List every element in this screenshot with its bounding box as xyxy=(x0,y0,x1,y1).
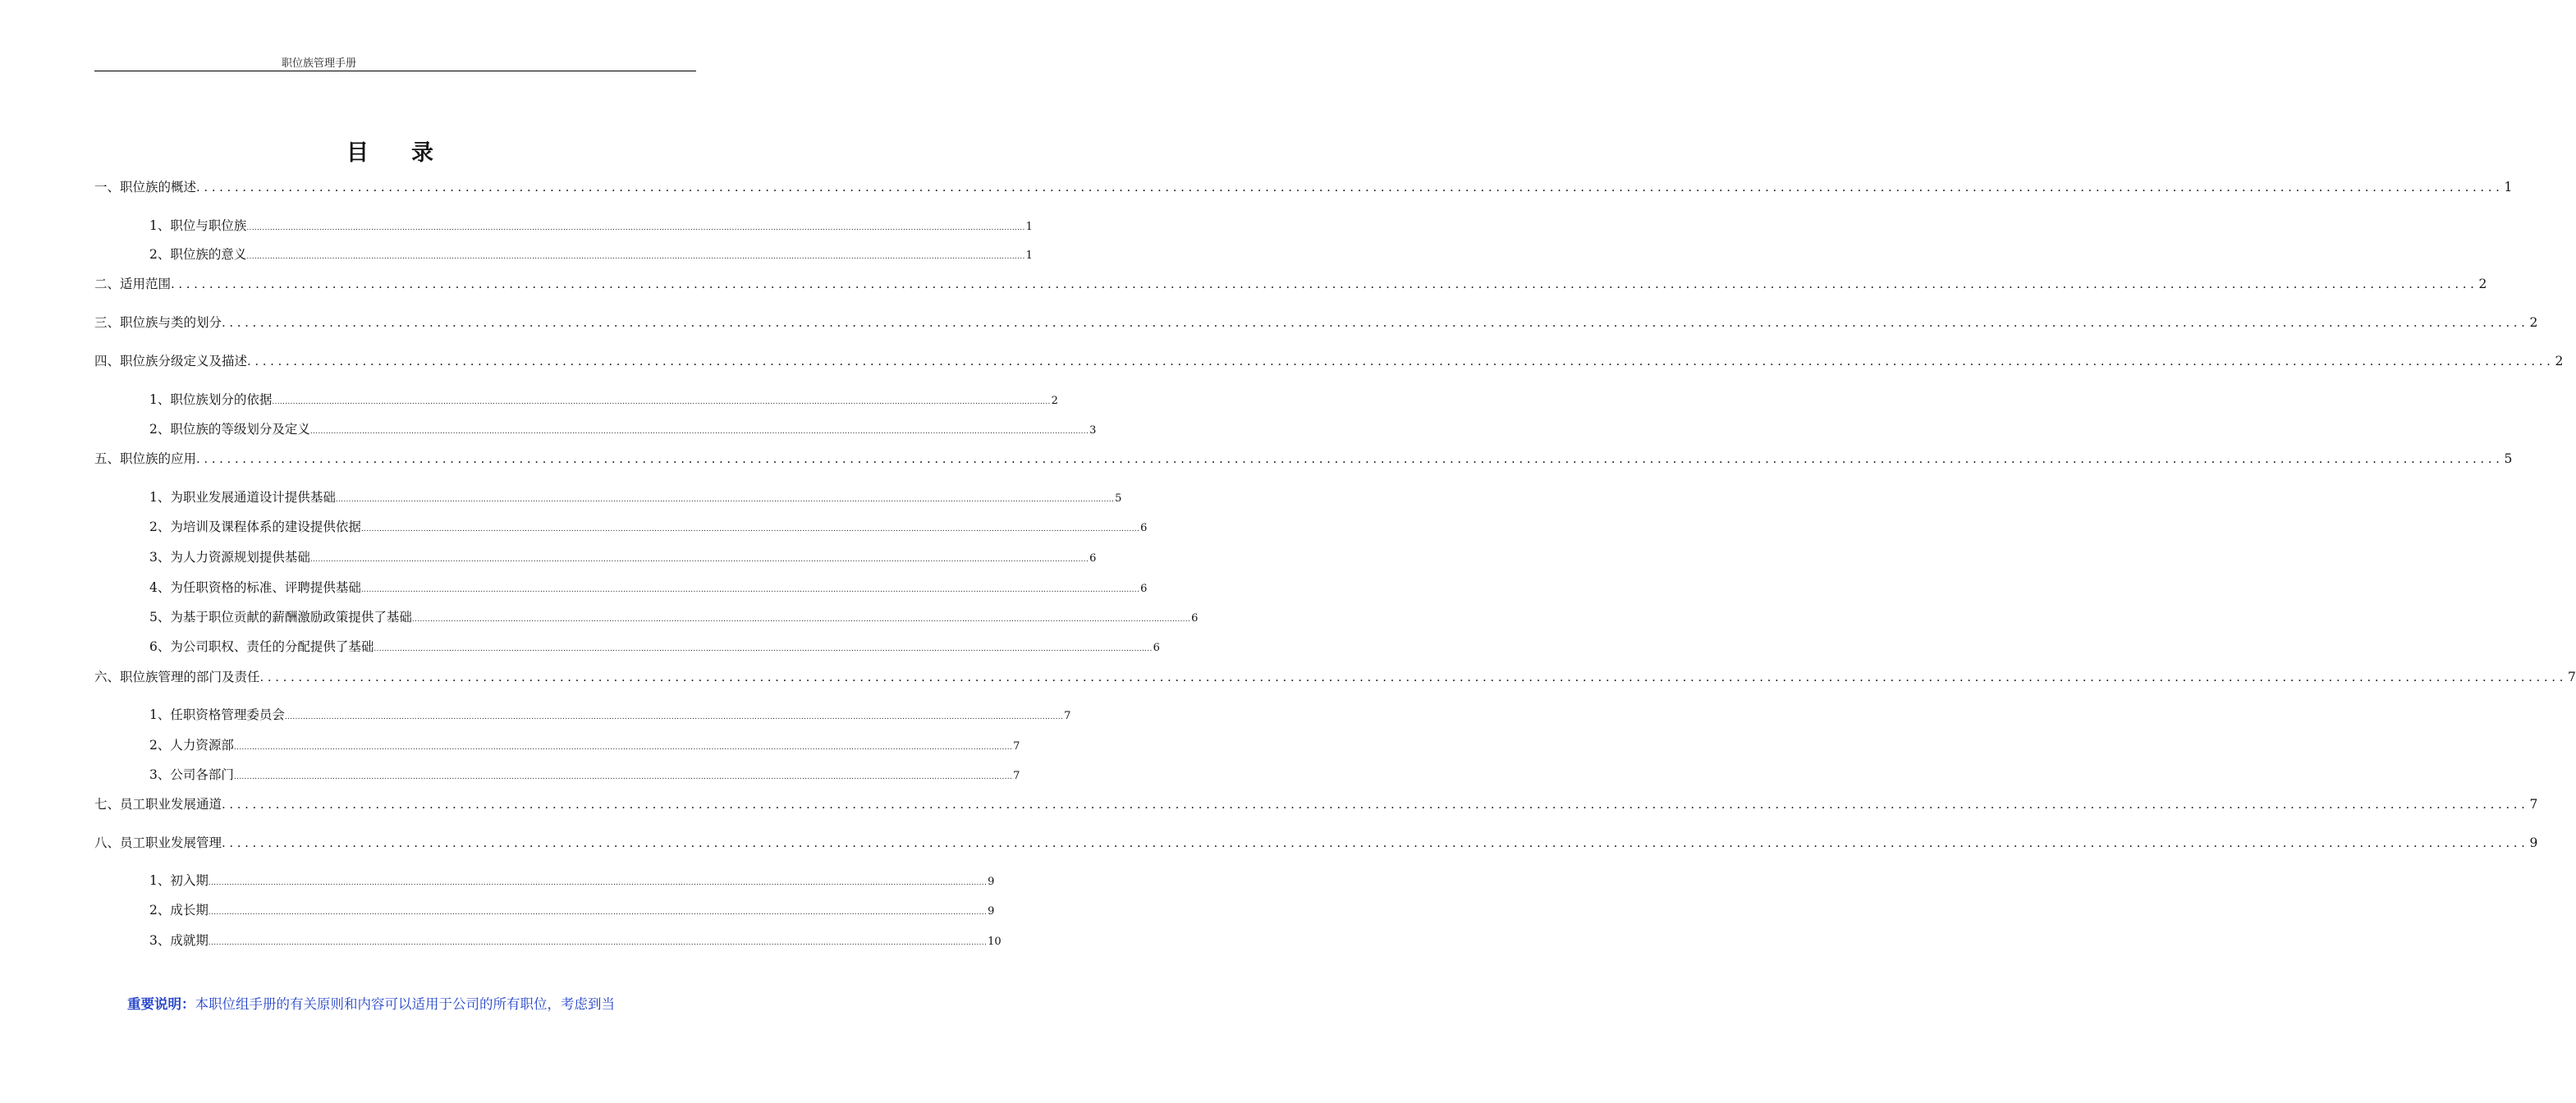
toc-entry-label: 一、职位族的概述 xyxy=(94,180,197,195)
toc-dot-leader: ............................................................................................................................................................................................................................................................................................................ xyxy=(171,277,2478,291)
toc-dot-leader: ............................................................................................................................................................................................................................................................................................................ xyxy=(272,398,1051,406)
toc-section-entry[interactable] xyxy=(94,351,2564,371)
toc-entry-page-number: 7 xyxy=(2567,670,2576,684)
toc-subsection-entry[interactable] xyxy=(149,216,1033,236)
toc-entry-page-number: 6 xyxy=(1153,642,1160,654)
toc-section-entry[interactable] xyxy=(94,313,2538,332)
toc-entry-label: 2、成长期 xyxy=(149,903,209,918)
toc-entry-page-number: 1 xyxy=(2504,180,2513,195)
toc-dot-leader: ............................................................................................................................................................................................................................................................................................................ xyxy=(222,315,2529,330)
toc-subsection-entry[interactable] xyxy=(149,765,1020,785)
toc-dot-leader: ............................................................................................................................................................................................................................................................................................................ xyxy=(411,616,1191,624)
toc-entry-page-number: 7 xyxy=(2529,797,2538,812)
toc-dot-leader: ............................................................................................................................................................................................................................................................................................................ xyxy=(208,908,988,917)
toc-entry-page-number: 7 xyxy=(1064,710,1071,722)
toc-entry-label: 2、职位族的等级划分及定义 xyxy=(149,422,310,437)
toc-entry-label: 2、职位族的意义 xyxy=(149,247,247,262)
toc-entry-label: 五、职位族的应用 xyxy=(94,451,197,466)
toc-subsection-entry[interactable] xyxy=(149,871,995,890)
toc-entry-page-number: 6 xyxy=(1140,583,1148,595)
toc-entry-label: 5、为基于职位贡献的薪酬激励政策提供了基础 xyxy=(149,610,412,625)
toc-entry-page-number: 3 xyxy=(1089,424,1097,437)
toc-subsection-entry[interactable] xyxy=(149,487,1122,507)
toc-entry-label: 1、初入期 xyxy=(149,873,209,888)
toc-dot-leader: ............................................................................................................................................................................................................................................................................................................ xyxy=(309,556,1089,564)
toc-section-entry[interactable] xyxy=(94,794,2538,814)
toc-subsection-entry[interactable] xyxy=(149,900,995,920)
toc-title-right: 录 xyxy=(411,140,433,166)
toc-dot-leader: ............................................................................................................................................................................................................................................................................................................ xyxy=(233,773,1013,781)
toc-entry-page-number: 5 xyxy=(2504,451,2513,466)
toc-entry-label: 6、为公司职权、责任的分配提供了基础 xyxy=(149,639,374,654)
toc-dot-leader: ............................................................................................................................................................................................................................................................................................................ xyxy=(246,224,1025,232)
toc-entry-label: 3、公司各部门 xyxy=(149,767,234,782)
running-header-title: 职位族管理手册 xyxy=(282,57,357,70)
toc-entry-page-number: 9 xyxy=(2529,835,2538,850)
toc-dot-leader: ............................................................................................................................................................................................................................................................................................................ xyxy=(374,645,1153,653)
toc-subsection-entry[interactable] xyxy=(149,547,1097,567)
toc-dot-leader: ............................................................................................................................................................................................................................................................................................................ xyxy=(247,354,2555,368)
toc-entry-label: 3、为人力资源规划提供基础 xyxy=(149,550,310,565)
toc-entry-label: 4、为任职资格的标准、评聘提供基础 xyxy=(149,580,361,595)
toc-entry-label: 2、为培训及课程体系的建设提供依据 xyxy=(149,519,361,534)
toc-entry-page-number: 7 xyxy=(1013,770,1020,782)
toc-entry-label: 1、任职资格管理委员会 xyxy=(149,707,285,722)
toc-entry-page-number: 2 xyxy=(1051,395,1058,407)
toc-section-entry[interactable] xyxy=(94,177,2513,197)
toc-dot-leader: ............................................................................................................................................................................................................................................................................................................ xyxy=(335,496,1115,504)
toc-entry-page-number: 1 xyxy=(1025,249,1033,262)
toc-entry-page-number: 1 xyxy=(1025,221,1033,233)
toc-section-entry[interactable] xyxy=(94,833,2538,853)
toc-entry-page-number: 5 xyxy=(1115,492,1122,505)
toc-dot-leader: ............................................................................................................................................................................................................................................................................................................ xyxy=(196,451,2504,466)
toc-section-entry[interactable] xyxy=(94,449,2513,469)
toc-entry-page-number: 9 xyxy=(988,905,995,918)
toc-entry-label: 八、员工职业发展管理 xyxy=(94,835,222,850)
toc-entry-label: 三、职位族与类的划分 xyxy=(94,315,222,330)
toc-dot-leader: ............................................................................................................................................................................................................................................................................................................ xyxy=(196,180,2504,195)
toc-dot-leader: ............................................................................................................................................................................................................................................................................................................ xyxy=(284,713,1064,721)
toc-entry-label: 1、职位族划分的依据 xyxy=(149,392,273,407)
toc-section-entry[interactable] xyxy=(94,667,2576,687)
toc-dot-leader: ............................................................................................................................................................................................................................................................................................................ xyxy=(222,797,2529,812)
toc-dot-leader: ............................................................................................................................................................................................................................................................................................................ xyxy=(208,939,988,947)
toc-entry-page-number: 2 xyxy=(2529,315,2538,330)
toc-subsection-entry[interactable] xyxy=(149,705,1071,725)
toc-dot-leader: ............................................................................................................................................................................................................................................................................................................ xyxy=(208,879,988,887)
toc-subsection-entry[interactable] xyxy=(149,637,1160,657)
toc-entry-label: 2、人力资源部 xyxy=(149,738,234,753)
toc-entry-label: 3、成就期 xyxy=(149,933,209,948)
toc-dot-leader: ............................................................................................................................................................................................................................................................................................................ xyxy=(360,525,1140,533)
toc-dot-leader: ............................................................................................................................................................................................................................................................................................................ xyxy=(233,744,1013,752)
toc-dot-leader: ............................................................................................................................................................................................................................................................................................................ xyxy=(360,586,1140,594)
toc-dot-leader: ............................................................................................................................................................................................................................................................................................................ xyxy=(222,835,2529,850)
toc-dot-leader: ............................................................................................................................................................................................................................................................................................................ xyxy=(259,670,2567,684)
toc-dot-leader: ............................................................................................................................................................................................................................................................................................................ xyxy=(246,253,1025,261)
toc-subsection-entry[interactable] xyxy=(149,735,1020,755)
toc-dot-leader: ............................................................................................................................................................................................................................................................................................................ xyxy=(309,428,1089,436)
toc-subsection-entry[interactable] xyxy=(149,607,1199,627)
toc-subsection-entry[interactable] xyxy=(149,245,1033,264)
toc-entry-page-number: 2 xyxy=(2478,277,2487,291)
toc-subsection-entry[interactable] xyxy=(149,517,1148,537)
toc-entry-label: 六、职位族管理的部门及责任 xyxy=(94,670,260,684)
note-label: 重要说明： xyxy=(127,996,195,1012)
toc-entry-page-number: 6 xyxy=(1140,522,1148,534)
toc-entry-page-number: 9 xyxy=(988,876,995,888)
note-text: 本职位组手册的有关原则和内容可以适用于公司的所有职位，考虑到当 xyxy=(195,996,615,1012)
toc-entry-page-number: 2 xyxy=(2555,354,2564,368)
toc-entry-label: 1、职位与职位族 xyxy=(149,218,247,233)
toc-subsection-entry[interactable] xyxy=(149,931,1002,950)
toc-title-left: 目 xyxy=(346,140,369,166)
toc-entry-label: 七、员工职业发展通道 xyxy=(94,797,222,812)
toc-section-entry[interactable] xyxy=(94,274,2487,294)
toc-entry-page-number: 10 xyxy=(988,936,1002,948)
toc-subsection-entry[interactable] xyxy=(149,578,1148,597)
toc-entry-page-number: 6 xyxy=(1089,552,1097,565)
toc-entry-label: 二、适用范围 xyxy=(94,277,172,291)
toc-entry-label: 四、职位族分级定义及描述 xyxy=(94,354,248,368)
toc-subsection-entry[interactable] xyxy=(149,419,1097,439)
toc-entry-page-number: 6 xyxy=(1191,612,1199,625)
toc-entry-label: 1、为职业发展通道设计提供基础 xyxy=(149,490,336,505)
toc-entry-page-number: 7 xyxy=(1013,740,1020,753)
important-note xyxy=(127,993,615,1013)
toc-subsection-entry[interactable] xyxy=(149,390,1058,410)
